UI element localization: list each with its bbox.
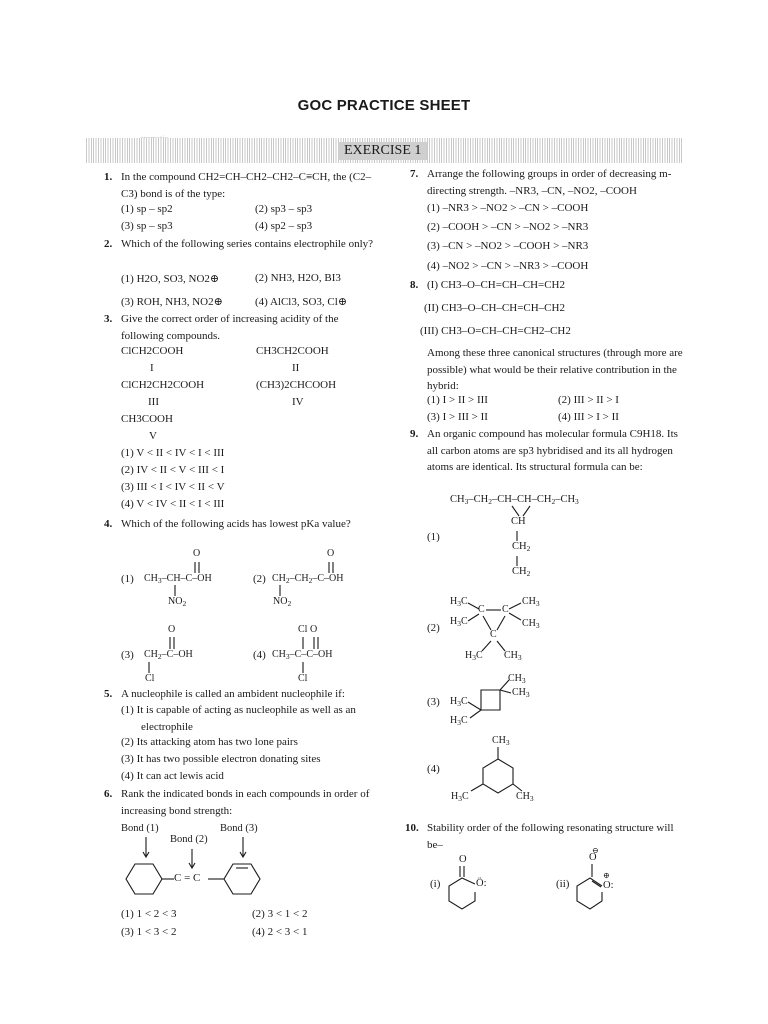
q6-number: 6. [104,788,113,800]
q7-number: 7. [410,168,419,180]
q6-option-1: (1) 1 < 2 < 3 [121,908,177,920]
q1-option-1: (1) sp – sp2 [121,203,173,215]
q9-structure-3-ch3-b: $CH_3$ [512,687,530,699]
q8-option-4: (4) III > I > II [558,411,619,423]
q4-structure-4: $CH_3-C-C-OH$ [272,649,333,661]
q10-i-oxygen: O [459,854,467,865]
q9-structure-1-chain: $CH_3-CH_2-CH-CH-CH_2-CH_3$ [450,494,579,506]
q4-structure-3: $CH_2-C-OH$ [144,649,193,661]
q4-structure-1-o: O [193,548,201,559]
q5-option-1: (1) It is capable of acting as nucleophile as well as an electrophile [121,704,356,733]
q7-option-4: (4) –NO2 > –CN > –NR3 > –COOH [427,260,589,272]
q9-structure-1-ch2a: $CH_2$ [512,541,531,553]
q9-structure-4-h3c: $H_3C$ [451,791,469,803]
q3-compound-3: ClCH2CH2COOH [121,379,205,391]
q10-ii-negative-charge: ⊖ [592,846,599,855]
q6-option-2: (2) 3 < 1 < 2 [252,908,308,920]
q7-option-1: (1) –NR3 > –NO2 > –CN > –COOH [427,202,589,214]
q5-number: 5. [104,688,113,700]
q9-structure-2-h3c-top: $H_3C$ [450,596,468,608]
q10-i-ring-oxygen: Ö: [476,878,487,889]
q2-option-1: (1) H2O, SO3, NO2⊕ [121,273,220,285]
q4-structure-4-cl: Cl [298,673,308,684]
q10-label-ii: (ii) [556,878,570,890]
q4-structure-1-no2: $NO_2$ [168,596,187,608]
q1-text: In the compound CH2=CH–CH2–CH2–C≡CH, the (C2–C3) bond is of the type: [121,171,372,200]
q6-bond-label-3: Bond (3) [220,823,258,834]
q8-text: Among these three canonical structures (through more are possible) what would be their relative contribution in the hybrid: [427,347,683,392]
q4-structure-3-o: O [168,624,176,635]
q9-structure-2-c3: C [490,629,497,640]
q4-label-4: (4) [253,649,266,661]
q1-option-2: (2) sp3 – sp3 [255,203,313,215]
q3-roman-2: II [292,362,300,374]
q9-structure-1-ch2b: $CH_2$ [512,566,531,578]
q10-ii-positive-charge: ⊕ [603,871,610,880]
q6-option-4: (4) 2 < 3 < 1 [252,926,308,938]
q2-number: 2. [104,238,113,250]
q3-roman-5: V [149,430,157,442]
q2-text: Which of the following series contains electrophile only? [121,238,374,250]
q3-option-3: (3) III < I < IV < II < V [121,481,225,493]
q5-text: A nucleophile is called an ambident nucleophile if: [121,688,345,700]
q3-option-1: (1) V < II < IV < I < III [121,447,225,459]
q9-structure-3-h3c-b: $H_3C$ [450,715,468,727]
q3-roman-1: I [150,362,154,374]
q9-structure-1-ch: CH [511,516,526,527]
q4-label-1: (1) [121,573,134,585]
q6-option-3: (3) 1 < 3 < 2 [121,926,177,938]
q9-text: An organic compound has molecular formula C9H18. Its all carbon atoms are sp3 hybridised and its all hydrogen atoms are identical. Its structural formula can be: [427,428,678,473]
q7-text: Arrange the following groups in order of decreasing m-directing strength. –NR3, –CN, –NO2, –COOH [427,168,672,197]
q8-option-1: (1) I > II > III [427,394,488,406]
q7-option-3: (3) –CN > –NO2 > –COOH > –NR3 [427,240,589,252]
q3-roman-4: IV [292,396,304,408]
q9-label-3: (3) [427,696,440,708]
q9-label-1: (1) [427,531,440,543]
q5-option-2: (2) Its attacking atom has two lone pairs [121,736,298,748]
q4-structure-3-cl: Cl [145,673,155,684]
q4-number: 4. [104,518,113,530]
q9-structure-4-ch3-right: $CH_3$ [516,791,534,803]
q9-structure-3-ch3-a: $CH_3$ [508,673,526,685]
q9-structure-2-ch3-top: $CH_3$ [522,596,540,608]
q5-option-3: (3) It has two possible electron donating sites [121,753,321,765]
q9-structure-2-c1: C [478,604,485,615]
q4-structure-1: $CH_3-CH-C-OH$ [144,573,212,585]
q8-option-3: (3) I > III > II [427,411,488,423]
q9-structure-2-ch3-bot: $CH_3$ [504,650,522,662]
q6-bond-label-2: Bond (2) [170,834,208,845]
q3-compound-2: CH3CH2COOH [256,345,329,357]
q9-label-2: (2) [427,622,440,634]
q9-label-4: (4) [427,763,440,775]
q10-text: Stability order of the following resonating structure will be– [427,822,674,851]
q10-ii-ring [0,0,1,1]
q7-option-2: (2) –COOH > –CN > –NO2 > –NR3 [427,221,589,233]
q4-structure-2-o: O [327,548,335,559]
q9-structure-4-ch3-top: $CH_3$ [492,735,510,747]
q3-compound-4: (CH3)2CHCOOH [256,379,337,391]
q9-structure-3-h3c-a: $H_3C$ [450,696,468,708]
q8-option-2: (2) III > II > I [558,394,619,406]
q4-text: Which of the following acids has lowest pKa value? [121,518,351,530]
q5-option-4: (4) It can act lewis acid [121,770,224,782]
q10-ii-ring-oxygen: O: [603,880,614,891]
page-title: GOC PRACTICE SHEET [297,97,471,114]
q10-ii-oxygen: O [589,852,597,863]
q4-label-3: (3) [121,649,134,661]
q4-structure-2: $CH_2-CH_2-C-OH$ [272,573,344,585]
q1-number: 1. [104,171,113,183]
q9-number: 9. [410,428,419,440]
q8-structure-2: (II) CH3–O–CH–CH=CH–CH2 [424,302,565,314]
q9-structure-2-c2: C [502,604,509,615]
q3-roman-3: III [148,396,159,408]
q2-option-4: (4) AlCl3, SO3, Cl⊕ [255,296,348,308]
q4-structure-4-top: Cl O [298,624,318,635]
q3-text: Give the correct order of increasing acidity of the following compounds. [121,313,339,342]
q10-number: 10. [405,822,419,834]
q3-option-4: (4) V < IV < II < I < III [121,498,225,510]
q6-bond-label-1: Bond (1) [121,823,159,834]
exercise-label: EXERCISE 1 [338,142,427,160]
q9-structure-2-ch3-mid: $CH_3$ [522,618,540,630]
q6-text: Rank the indicated bonds in each compounds in order of increasing bond strength: [121,788,370,817]
q4-label-2: (2) [253,573,266,585]
q3-option-2: (2) IV < II < V < III < I [121,464,225,476]
q2-option-2: (2) NH3, H2O, BI3 [255,272,341,284]
q3-compound-1: ClCH2COOH [121,345,184,357]
q3-compound-5: CH3COOH [121,413,173,425]
q9-structure-2-h3c-mid: $H_3C$ [450,616,468,628]
q6-alkene: C = C [174,872,201,884]
q4-structure-2-no2: $NO_2$ [273,596,292,608]
q1-option-3: (3) sp – sp3 [121,220,173,232]
q10-label-i: (i) [430,878,441,890]
q8-number: 8. [410,279,419,291]
q9-structure-2-h3c-bot: $H_3C$ [465,650,483,662]
q8-structure-1: (I) CH3–O–CH=CH–CH=CH2 [427,279,565,291]
q3-number: 3. [104,313,113,325]
q1-option-4: (4) sp2 – sp3 [255,220,313,232]
q2-option-3: (3) ROH, NH3, NO2⊕ [121,296,223,308]
q8-structure-3: (III) CH3–O=CH–CH=CH2–CH2 [420,325,571,337]
